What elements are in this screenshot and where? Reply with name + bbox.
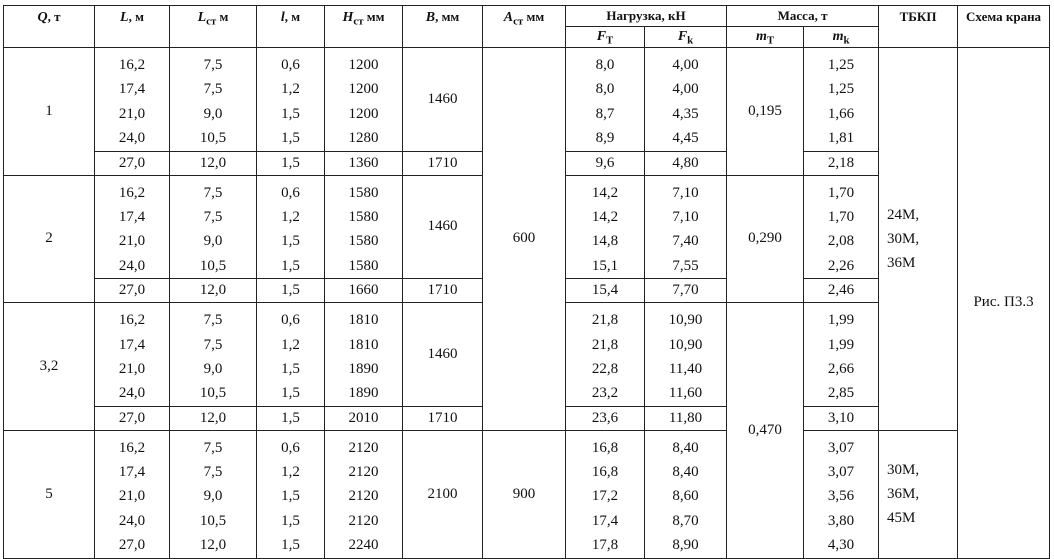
header-scheme: Схема крана (958, 6, 1050, 48)
cell-L: 16,2 17,4 21,0 24,0 27,0 (95, 430, 170, 558)
cell-m-T: 0,290 (727, 175, 804, 303)
header-load: Нагрузка, кН (566, 6, 727, 27)
header-Q: Q, т (4, 6, 95, 48)
cell-L-st: 7,5 7,5 9,0 10,5 12,0 (170, 430, 257, 558)
cell-L: 16,2 17,4 21,0 24,0 (95, 175, 170, 279)
cell-Q: 2 (4, 175, 95, 303)
cell-H-st: 1660 (325, 279, 403, 303)
cell-m-T: 0,470 (727, 303, 804, 559)
cell-F-k: 7,10 7,10 7,40 7,55 (645, 175, 727, 279)
cell-A-st: 900 (483, 430, 566, 558)
cell-L: 27,0 (95, 279, 170, 303)
cell-B: 1460 (403, 303, 483, 407)
cell-m-k: 1,70 1,70 2,08 2,26 (804, 175, 879, 279)
cell-l: 0,6 1,2 1,5 1,5 (257, 48, 325, 152)
cell-m-k: 1,99 1,99 2,66 2,85 (804, 303, 879, 407)
cell-L: 16,2 17,4 21,0 24,0 (95, 48, 170, 152)
header-A-st: $A_{ст}$ мм (483, 6, 566, 48)
header-L-st: $L_{ст}$ м (170, 6, 257, 48)
cell-m-k: 1,25 1,25 1,66 1,81 (804, 48, 879, 152)
cell-scheme: Рис. П3.3 (958, 48, 1050, 559)
cell-F-T: 14,2 14,2 14,8 15,1 (566, 175, 645, 279)
header-m-T: $m_T$ (727, 27, 804, 48)
cell-B: 1710 (403, 279, 483, 303)
cell-m-T: 0,195 (727, 48, 804, 176)
crane-parameters-table (3, 5, 1050, 559)
cell-tbkp: 30М, 36М, 45М (879, 430, 958, 558)
cell-L: 16,2 17,4 21,0 24,0 (95, 303, 170, 407)
header-F-k: $F_k$ (645, 27, 727, 48)
cell-H-st: 1810 1810 1890 1890 (325, 303, 403, 407)
cell-B: 1460 (403, 175, 483, 279)
cell-l: 1,5 (257, 406, 325, 430)
cell-L-st: 12,0 (170, 279, 257, 303)
header-H-st: $H_{ст}$ мм (325, 6, 403, 48)
cell-A-st: 600 (483, 48, 566, 431)
cell-L-st: 12,0 (170, 406, 257, 430)
cell-F-k: 7,70 (645, 279, 727, 303)
cell-H-st: 2120 2120 2120 2120 2240 (325, 430, 403, 558)
header-L: L, м (95, 6, 170, 48)
cell-l: 0,6 1,2 1,5 1,5 (257, 303, 325, 407)
cell-H-st: 1580 1580 1580 1580 (325, 175, 403, 279)
header-mass: Масса, т (727, 6, 879, 27)
cell-H-st: 1200 1200 1200 1280 (325, 48, 403, 152)
cell-l: 1,5 (257, 279, 325, 303)
cell-l: 0,6 1,2 1,5 1,5 (257, 175, 325, 279)
cell-L: 27,0 (95, 406, 170, 430)
cell-tbkp: 24М, 30М, 36М (879, 48, 958, 431)
cell-H-st: 2010 (325, 406, 403, 430)
cell-L: 27,0 (95, 151, 170, 175)
cell-B: 2100 (403, 430, 483, 558)
cell-l: 1,5 (257, 151, 325, 175)
cell-m-k: 3,07 3,07 3,56 3,80 4,30 (804, 430, 879, 558)
header-F-T: $F_T$ (566, 27, 645, 48)
cell-L-st: 7,5 7,5 9,0 10,5 (170, 303, 257, 407)
cell-Q: 3,2 (4, 303, 95, 431)
cell-F-T: 8,0 8,0 8,7 8,9 (566, 48, 645, 152)
cell-F-k: 11,80 (645, 406, 727, 430)
cell-F-T: 16,8 16,8 17,2 17,4 17,8 (566, 430, 645, 558)
cell-Q: 1 (4, 48, 95, 176)
header-l: l, м (257, 6, 325, 48)
cell-F-k: 8,40 8,40 8,60 8,70 8,90 (645, 430, 727, 558)
cell-L-st: 7,5 7,5 9,0 10,5 (170, 175, 257, 279)
cell-F-k: 4,80 (645, 151, 727, 175)
cell-F-T: 21,8 21,8 22,8 23,2 (566, 303, 645, 407)
header-B: B, мм (403, 6, 483, 48)
header-m-k: $m_k$ (804, 27, 879, 48)
cell-l: 0,6 1,2 1,5 1,5 1,5 (257, 430, 325, 558)
cell-F-T: 15,4 (566, 279, 645, 303)
cell-B: 1710 (403, 406, 483, 430)
cell-F-k: 10,90 10,90 11,40 11,60 (645, 303, 727, 407)
cell-H-st: 1360 (325, 151, 403, 175)
cell-F-k: 4,00 4,00 4,35 4,45 (645, 48, 727, 152)
cell-m-k: 3,10 (804, 406, 879, 430)
cell-F-T: 9,6 (566, 151, 645, 175)
cell-F-T: 23,6 (566, 406, 645, 430)
cell-Q: 5 (4, 430, 95, 558)
cell-B: 1710 (403, 151, 483, 175)
cell-m-k: 2,18 (804, 151, 879, 175)
cell-B: 1460 (403, 48, 483, 152)
cell-m-k: 2,46 (804, 279, 879, 303)
cell-L-st: 7,5 7,5 9,0 10,5 (170, 48, 257, 152)
cell-L-st: 12,0 (170, 151, 257, 175)
header-tbkp: ТБКП (879, 6, 958, 48)
